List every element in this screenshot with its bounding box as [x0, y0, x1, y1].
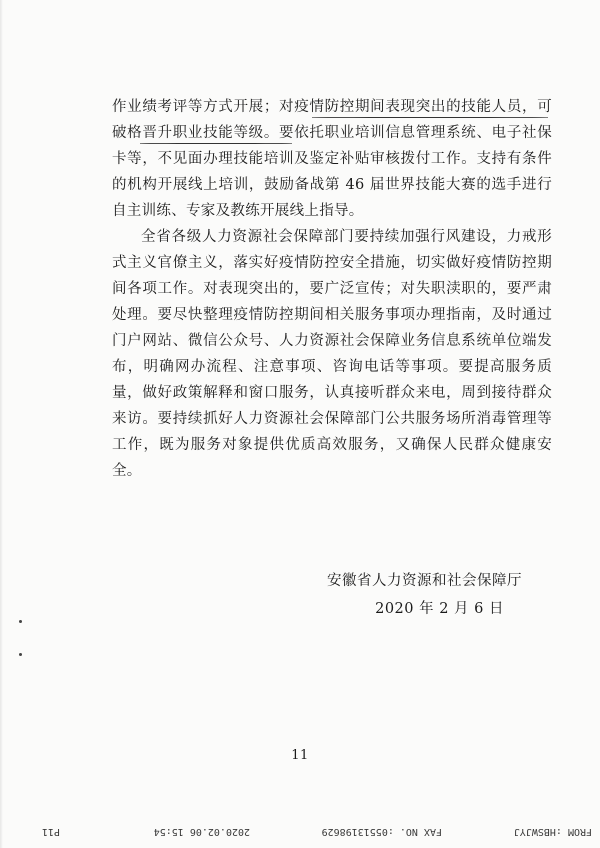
fax-from: FROM :HBSWJYJ [513, 826, 592, 837]
fax-header [0, 822, 600, 840]
issue-date: 2020 年 2 月 6 日 [375, 601, 504, 617]
issuing-organization: 安徽省人力资源和社会保障厅 [327, 573, 522, 589]
paragraph-continued: 作业绩考评等方式开展；对疫情防控期间表现突出的技能人员，可破格晋升职业技能等级。要依托职业培训信息管理系统、电子社保卡等，不见面办理技能培训及鉴定补贴审核拨付工作。支持有条件的机构开展线上培训，鼓励备战第 46 届世界技能大赛的选手进行自主训练、专家及教练开展线上指导。 [112, 99, 552, 219]
scan-edge [0, 0, 3, 848]
binding-hole-mark [19, 653, 22, 656]
handwritten-underline [312, 117, 548, 118]
document-body [112, 94, 552, 484]
paragraph-conduct: 全省各级人力资源社会保障部门要持续加强行风建设，力戒形式主义官僚主义，落实好疫情防控安全措施，切实做好疫情防控期间各项工作。对表现突出的，要广泛宣传；对失职渎职的，要严肃处理。要尽快整理疫情防控期间相关服务事项办理指南，及时通过门户网站、微信公众号、人力资源社会保障业务信息系统单位端发布，明确网办流程、注意事项、咨询电话等事项。要提高服务质量，做好政策解释和窗口服务，认真接听群众来电，周到接待群众来访。要持续抓好人力资源社会保障部门公共服务场所消毒管理等工作，既为服务对象提供优质高效服务，又确保人民群众健康安全。 [112, 229, 552, 479]
fax-page: P11 [41, 826, 60, 837]
signature-block [327, 567, 522, 623]
binding-hole-mark [19, 620, 22, 623]
page-number: 11 [291, 748, 309, 763]
fax-datetime: 2020.02.06 15:54 [153, 826, 250, 837]
fax-number: FAX NO. :05513198629 [321, 826, 442, 837]
